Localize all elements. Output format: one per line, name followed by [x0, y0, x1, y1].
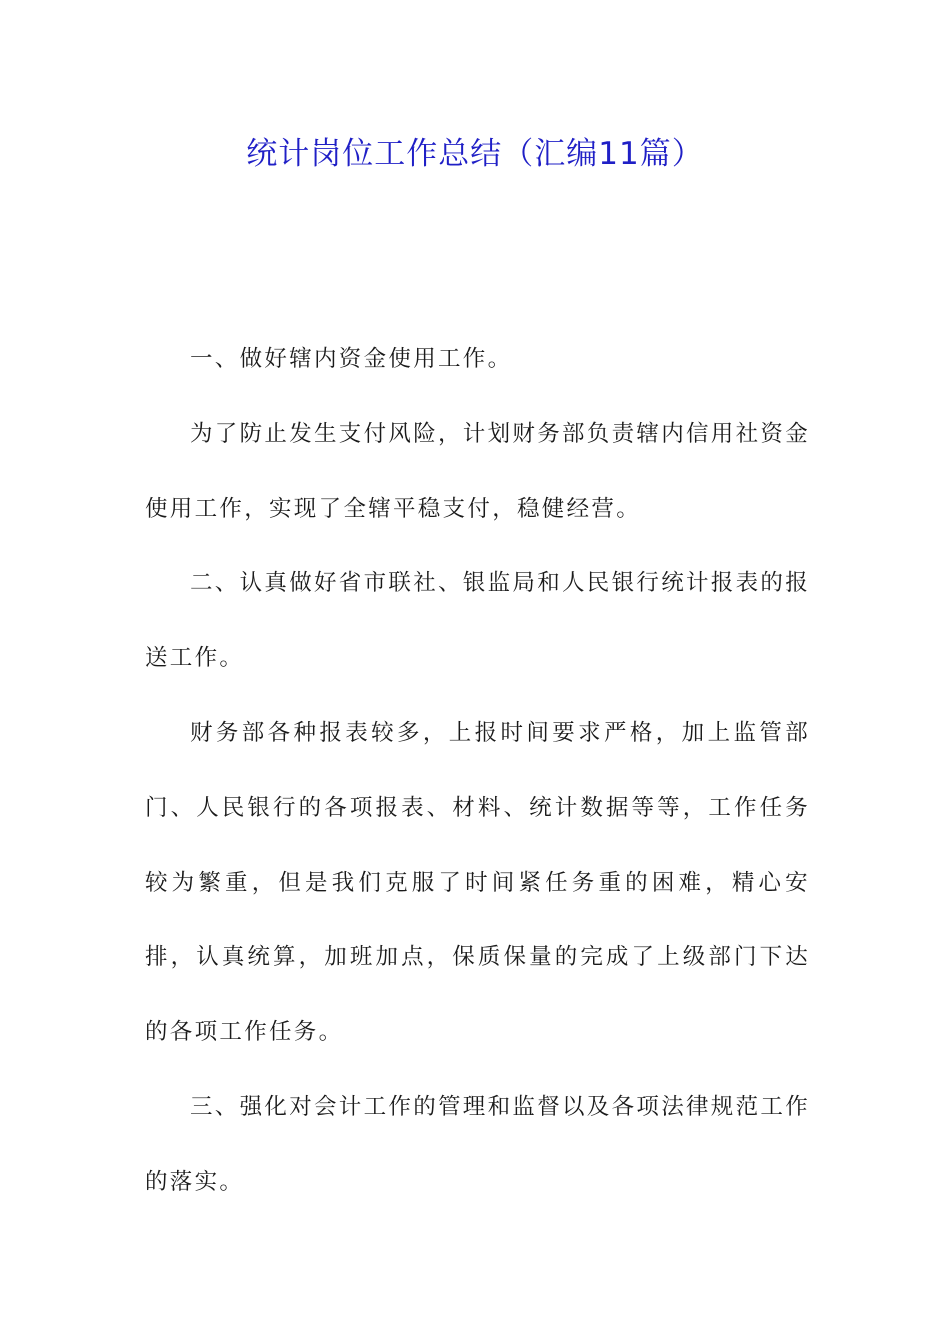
paragraph-section-3-heading: 三、强化对会计工作的管理和监督以及各项法律规范工作的落实。 — [145, 1093, 811, 1195]
paragraph-section-1-content: 为了防止发生支付风险，计划财务部负责辖内信用社资金使用工作，实现了全辖平稳支付，稳健经营。 — [145, 420, 811, 522]
paragraph-section-1-heading: 一、做好辖内资金使用工作。 — [190, 346, 513, 372]
paragraph-section-2-content: 财务部各种报表较多，上报时间要求严格，加上监管部门、人民银行的各项报表、材料、统计数据等等，工作任务较为繁重，但是我们克服了时间紧任务重的困难，精心安排，认真统算，加班加点，保质保量的完成了上级部门下达的各项工作任务。 — [145, 719, 810, 1046]
document-body — [145, 322, 810, 1220]
paragraph-section-2-heading: 二、认真做好省市联社、银监局和人民银行统计报表的报送工作。 — [145, 570, 811, 672]
document-title: 统计岗位工作总结（汇编11篇） — [246, 136, 704, 172]
